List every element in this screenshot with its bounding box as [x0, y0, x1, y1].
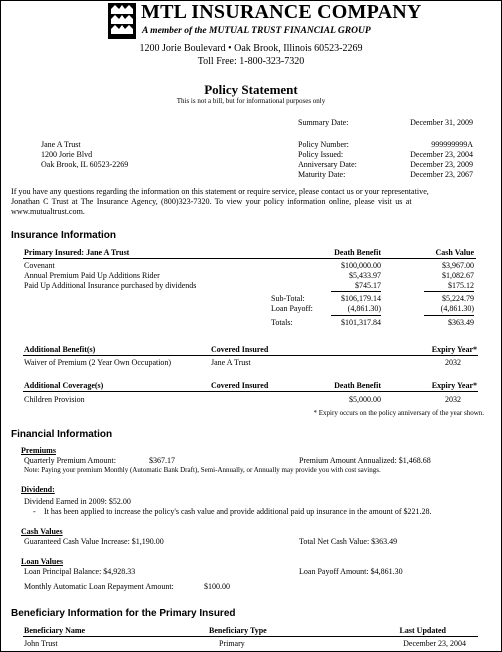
policy-info-value: December 23, 2067: [410, 170, 473, 179]
coverage-row-cash: $3,967.00: [442, 261, 474, 270]
coverage-header-insured: Covered Insured: [211, 381, 269, 390]
coverage-row-cash: $175.12: [448, 281, 474, 290]
beneficiary-header-name: Beneficiary Name: [24, 626, 86, 635]
loan-values-label: Loan Values: [21, 557, 64, 566]
premium-annualized: Premium Amount Annualized: $1,468.68: [299, 456, 431, 465]
dividend-label: Dividend:: [21, 485, 55, 494]
owner-name: Jane A Trust: [41, 140, 81, 149]
coverage-row-cash: $1,082.67: [442, 271, 474, 280]
dividend-bullet-icon: -: [33, 507, 36, 516]
owner-street: 1200 Jorie Blvd: [41, 150, 93, 159]
summary-date-label: Summary Date:: [298, 118, 349, 127]
coverage-row-label: Paid Up Additional Insurance purchased by dividends: [24, 281, 197, 290]
dividend-note: It has been applied to increase the policy's cash value and provide additional paid up insurance in the amount of $221.28.: [44, 507, 432, 516]
premium-note: Note: Paying your premium Monthly (Automatic Bank Draft), Semi-Annually, or Annually may provide you with cost savings.: [24, 466, 381, 474]
coverage-header-rule: [23, 391, 478, 392]
totals-death: $101,317.84: [341, 318, 381, 327]
benefit-header-expiry: Expiry Year*: [431, 345, 477, 354]
beneficiary-updated: December 23, 2004: [403, 639, 466, 648]
subtotal-rule: [331, 291, 381, 292]
loan-payoff-cash: (4,861.30): [440, 304, 474, 313]
total-net-cash-value: Total Net Cash Value: $363.49: [299, 537, 398, 546]
company-address: 1200 Jorie Boulevard • Oak Brook, Illinois 60523-2269: [139, 43, 363, 54]
expiry-footnote: * Expiry occurs on the policy anniversary of the year shown.: [313, 409, 484, 417]
premiums-label: Premiums: [21, 446, 56, 455]
loan-payoff-death: (4,861.30): [347, 304, 381, 313]
company-logo-icon: [108, 3, 136, 39]
policy-info-label: Policy Issued:: [298, 150, 344, 159]
policy-info-value: December 23, 2009: [410, 160, 473, 169]
policy-info-label: Maturity Date:: [298, 170, 346, 179]
statement-subtitle: This is not a bill, but for informational purposes only: [176, 97, 326, 105]
statement-title: Policy Statement: [204, 82, 298, 97]
coverage-row-death: $745.17: [355, 281, 381, 290]
totals-rule: [424, 315, 474, 316]
policy-info-label: Policy Number:: [298, 140, 349, 149]
subtotal-rule: [424, 291, 474, 292]
coverage-expiry: 2032: [445, 395, 461, 404]
loan-principal: Loan Principal Balance: $4,928.33: [24, 567, 136, 576]
coverage-header-name: Additional Coverage(s): [24, 381, 104, 390]
totals-rule: [331, 315, 381, 316]
loan-payoff-label: Loan Payoff:: [271, 304, 313, 313]
beneficiary-heading: Beneficiary Information for the Primary Insured: [11, 608, 236, 619]
policy-info-value: 999999999A: [431, 140, 473, 149]
benefit-header-name: Additional Benefit(s): [24, 345, 96, 354]
totals-cash: $363.49: [448, 318, 474, 327]
coverage-row-death: $5,433.97: [349, 271, 381, 280]
intro-text-line: www.mutualtrust.com.: [11, 207, 85, 216]
beneficiary-header-updated: Last Updated: [399, 626, 446, 635]
subtotal-cash: $5,224.79: [442, 294, 474, 303]
beneficiary-name: John Trust: [24, 639, 58, 648]
coverage-death: $5,000.00: [349, 395, 381, 404]
owner-city: Oak Brook, IL 60523-2269: [41, 160, 129, 169]
primary-insured: Primary Insured: Jane A Trust: [24, 248, 130, 257]
subtotal-death: $106,179.14: [341, 294, 381, 303]
intro-text-line: Jonathan C Trust at The Insurance Agency, (800)323-7320. To view your policy information online, please visit us at: [11, 197, 412, 206]
benefit-name: Waiver of Premium (2 Year Own Occupation): [24, 358, 172, 367]
coverage-row-label: Covenant: [24, 261, 55, 270]
coverage-name: Children Provision: [24, 395, 85, 404]
coverage-row-label: Annual Premium Paid Up Additions Rider: [24, 271, 160, 280]
insurance-heading: Insurance Information: [11, 230, 117, 241]
quarterly-premium-value: $367.17: [149, 456, 175, 465]
dividend-earned: Dividend Earned in 2009: $52.00: [24, 497, 131, 506]
policy-info-label: Anniversary Date:: [298, 160, 357, 169]
totals-label: Totals:: [271, 318, 293, 327]
benefit-insured: Jane A Trust: [211, 358, 251, 367]
member-of-text: A member of the MUTUAL TRUST FINANCIAL GROUP: [142, 26, 371, 36]
intro-text-line: If you have any questions regarding the information on this statement or require service, please contact us or your representative,: [11, 187, 429, 196]
header-rule: [23, 258, 476, 259]
coverage-row-death: $100,000.00: [341, 261, 381, 270]
summary-date-value: December 31, 2009: [410, 118, 473, 127]
benefit-header-rule: [23, 355, 478, 356]
beneficiary-header-type: Beneficiary Type: [209, 626, 267, 635]
subtotal-label: Sub-Total:: [271, 294, 305, 303]
quarterly-premium-label: Quarterly Premium Amount:: [24, 456, 116, 465]
beneficiary-header-rule: [23, 636, 478, 637]
toll-free: Toll Free: 1-800-323-7320: [197, 56, 305, 67]
cash-values-label: Cash Values: [21, 527, 63, 536]
benefit-expiry: 2032: [445, 358, 461, 367]
coverage-header-expiry: Expiry Year*: [431, 381, 477, 390]
gcv-increase: Guaranteed Cash Value Increase: $1,190.00: [24, 537, 164, 546]
benefit-header-insured: Covered Insured: [211, 345, 269, 354]
coverage-header-death: Death Benefit: [334, 381, 381, 390]
beneficiary-type: Primary: [219, 639, 245, 648]
company-name: MTL INSURANCE COMPANY: [141, 1, 422, 23]
policy-info-value: December 23, 2004: [410, 150, 473, 159]
monthly-repay-label: Monthly Automatic Loan Repayment Amount:: [24, 582, 174, 591]
cash-value-header: Cash Value: [435, 248, 474, 257]
loan-payoff-amount: Loan Payoff Amount: $4,861.30: [299, 567, 403, 576]
monthly-repay-value: $100.00: [204, 582, 230, 591]
financial-heading: Financial Information: [11, 429, 113, 440]
death-benefit-header: Death Benefit: [334, 248, 381, 257]
